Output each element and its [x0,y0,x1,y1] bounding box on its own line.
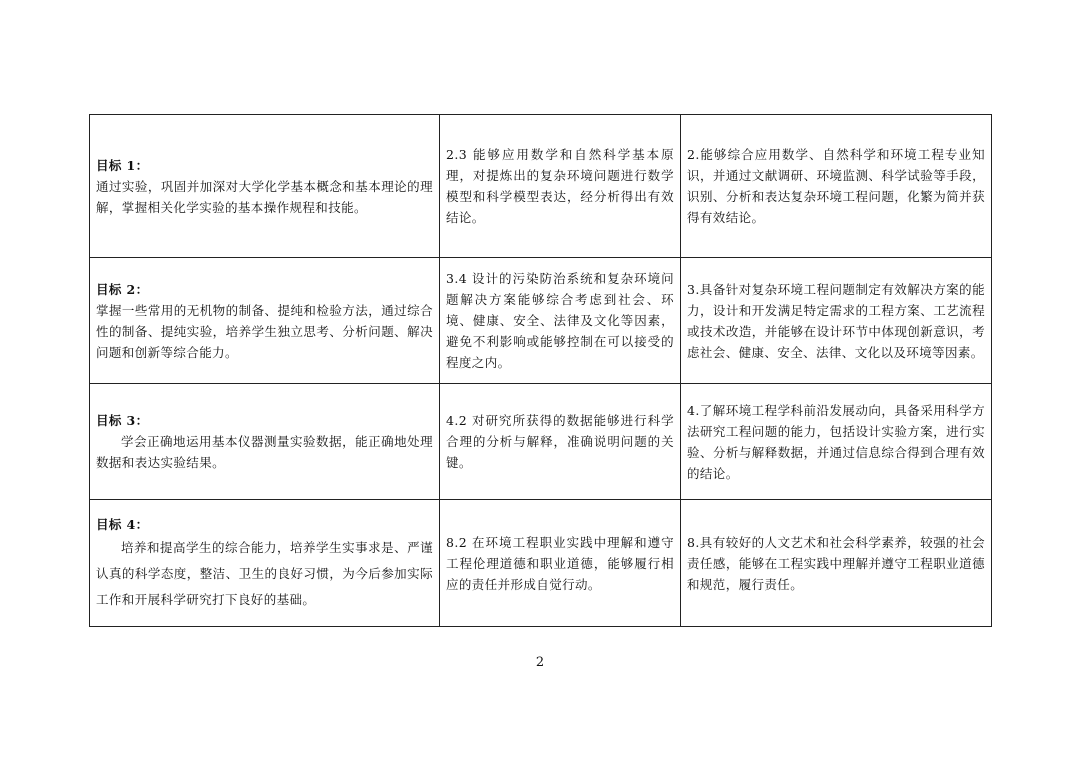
requirement-cell: 3.具备针对复杂环境工程问题制定有效解决方案的能力，设计和开发满足特定需求的工程方案、工艺流程或技术改造，并能够在设计环节中体现创新意识，考虑社会、健康、安全、法律、文化以及环境等因素。 [681,258,992,384]
requirement-cell: 4.了解环境工程学科前沿发展动向，具备采用科学方法研究工程问题的能力，包括设计实验方案，进行实验、分析与解释数据，并通过信息综合得到合理有效的结论。 [681,384,992,500]
requirement-cell: 8.具有较好的人文艺术和社会科学素养，较强的社会责任感，能够在工程实践中理解并遵守工程职业道德和规范，履行责任。 [681,500,992,627]
goal-cell [90,384,440,500]
goal-title: 目标 2： [96,281,149,297]
requirement-cell: 2.能够综合应用数学、自然科学和环境工程专业知识，并通过文献调研、环境监测、科学试验等手段，识别、分析和表达复杂环境工程问题，化繁为简并获得有效结论。 [681,115,992,258]
table-row [90,115,992,258]
goal-text: 学会正确地运用基本仪器测量实验数据，能正确地处理数据和表达实验结果。 [96,434,433,470]
goal-text: 通过实验，巩固并加深对大学化学基本概念和基本理论的理解，掌握相关化学实验的基本操作规程和技能。 [96,178,433,215]
goal-cell [90,500,440,627]
goal-title: 目标 1： [96,157,149,173]
goal-text: 掌握一些常用的无机物的制备、提纯和检验方法，通过综合性的制备、提纯实验，培养学生独立思考、分析问题、解决问题和创新等综合能力。 [96,302,433,360]
table-row [90,258,992,384]
goal-title: 目标 4： [96,516,149,532]
indicator-cell: 3.4 设计的污染防治系统和复杂环境问题解决方案能够综合考虑到社会、环境、健康、安全、法律及文化等因素，避免不利影响或能够控制在可以接受的程度之内。 [440,258,681,384]
table-row [90,500,992,627]
goal-title: 目标 3： [96,413,149,428]
table-row [90,384,992,500]
indicator-cell: 2.3 能够应用数学和自然科学基本原理，对提炼出的复杂环境问题进行数学模型和科学模型表达，经分析得出有效结论。 [440,115,681,258]
goal-cell [90,258,440,384]
page-number: 2 [535,655,545,670]
course-objectives-table [89,114,992,627]
goal-text: 培养和提高学生的综合能力，培养学生实事求是、严谨认真的科学态度，整洁、卫生的良好习惯，为今后参加实际工作和开展科学研究打下良好的基础。 [96,539,433,607]
indicator-cell: 8.2 在环境工程职业实践中理解和遵守工程伦理道德和职业道德，能够履行相应的责任并形成自觉行动。 [440,500,681,627]
indicator-cell: 4.2 对研究所获得的数据能够进行科学合理的分析与解释，准确说明问题的关键。 [440,384,681,500]
goal-cell [90,115,440,258]
